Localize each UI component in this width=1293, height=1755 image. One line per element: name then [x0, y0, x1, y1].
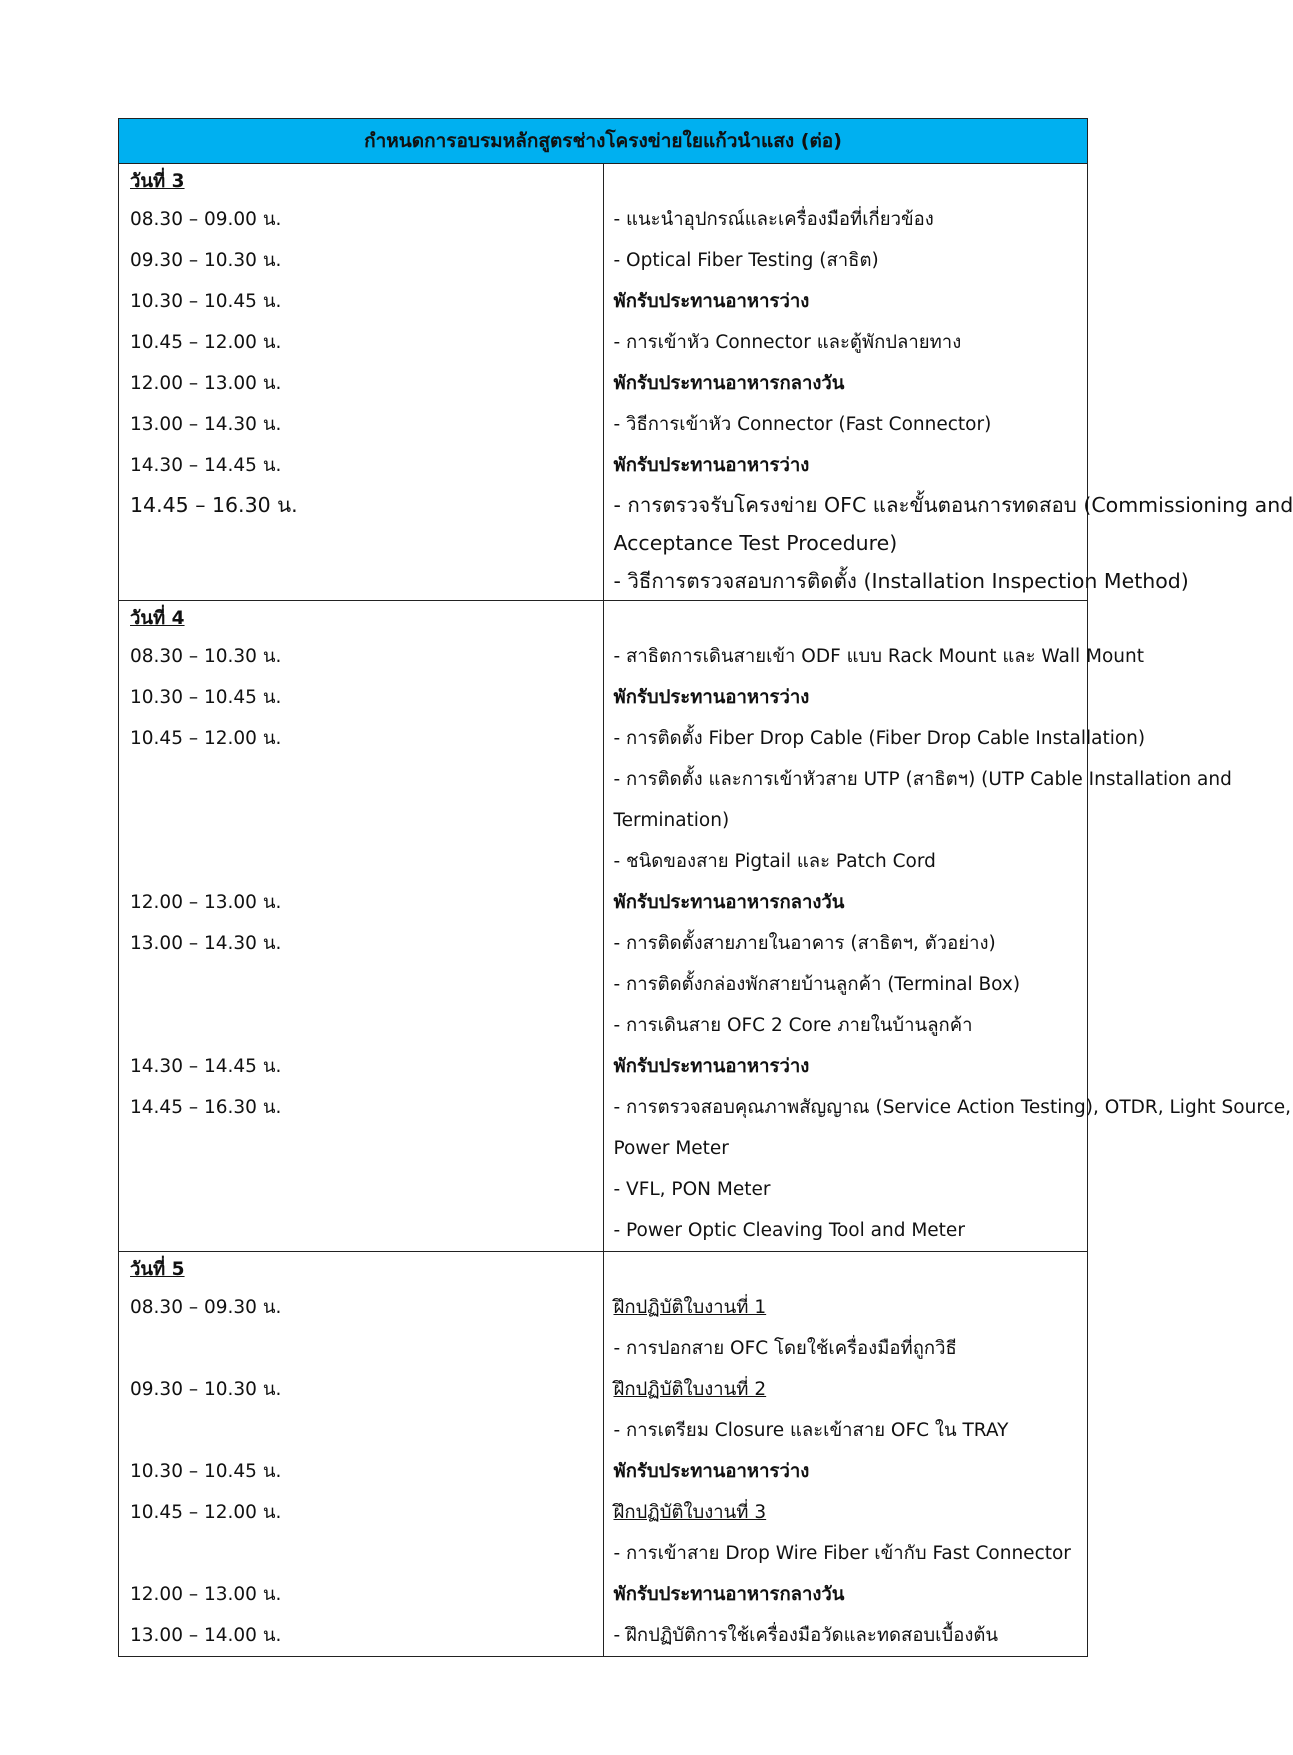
- activity-line: - การติดตั้ง Fiber Drop Cable (Fiber Drop Cable Installation): [613, 728, 1146, 749]
- time-slot: 10.30 – 10.45 น.: [130, 687, 282, 708]
- activity-line: - การติดตั้งกล่องพักสายบ้านลูกค้า (Terminal Box): [613, 974, 1021, 995]
- time-slot: 10.30 – 10.45 น.: [130, 291, 282, 312]
- day-block: [119, 1252, 1088, 1657]
- activity-line: - การเตรียม Closure และเข้าสาย OFC ใน TRAY: [613, 1420, 1009, 1441]
- day-heading-spacer: [604, 164, 1088, 199]
- break-line: พักรับประทานอาหารว่าง: [613, 455, 810, 476]
- activity-line: - การติดตั้งสายภายในอาคาร (สาธิตฯ, ตัวอย่าง): [613, 933, 996, 954]
- time-column: [119, 164, 604, 601]
- time-slot-spacer: [119, 759, 603, 800]
- time-slot: 14.45 – 16.30 น.: [130, 1097, 282, 1118]
- day-heading-spacer: [604, 1252, 1088, 1287]
- activity-line: - แนะนำอุปกรณ์และเครื่องมือที่เกี่ยวข้อง: [613, 209, 934, 230]
- day-block: [119, 164, 1088, 601]
- activity-column: [603, 601, 1291, 1252]
- activity-line: - วิธีการเข้าหัว Connector (Fast Connector): [613, 414, 992, 435]
- day-heading-spacer: [604, 601, 1088, 636]
- activity-line: - สาธิตการเดินสายเข้า ODF แบบ Rack Mount และ Wall Mount: [613, 646, 1145, 667]
- day-heading: วันที่ 3: [130, 171, 185, 192]
- break-line: พักรับประทานอาหารว่าง: [613, 291, 810, 312]
- activity-line: Acceptance Test Procedure): [613, 531, 898, 555]
- time-slot-spacer: [119, 1328, 603, 1369]
- time-slot-spacer: [119, 1410, 603, 1451]
- break-line: พักรับประทานอาหารว่าง: [613, 1461, 810, 1482]
- time-slot-spacer: [119, 1533, 603, 1574]
- time-slot-spacer: [119, 1005, 603, 1046]
- activity-line: - การตรวจรับโครงข่าย OFC และขั้นตอนการทดสอบ (Commissioning and: [613, 493, 1293, 517]
- time-slot-spacer: [119, 964, 603, 1005]
- activity-column: [603, 164, 1293, 601]
- time-slot: 13.00 – 14.30 น.: [130, 933, 282, 954]
- time-slot: 13.00 – 14.30 น.: [130, 414, 282, 435]
- table-header-row: [119, 119, 1088, 164]
- time-slot: 08.30 – 09.30 น.: [130, 1297, 282, 1318]
- activity-line: - การเข้าหัว Connector และตู้พักปลายทาง: [613, 332, 962, 353]
- time-slot: 12.00 – 13.00 น.: [130, 373, 282, 394]
- schedule-table: [118, 118, 1293, 1657]
- activity-line: - การเข้าสาย Drop Wire Fiber เข้ากับ Fast Connector: [613, 1543, 1071, 1564]
- time-slot: 13.00 – 14.00 น.: [130, 1625, 282, 1646]
- schedule-title: กำหนดการอบรมหลักสูตรช่างโครงข่ายใยแก้วนำแสง (ต่อ): [119, 119, 1088, 164]
- activity-line: Termination): [613, 810, 730, 831]
- activity-line: - Power Optic Cleaving Tool and Meter: [613, 1220, 965, 1241]
- time-slot-spacer: [119, 524, 603, 562]
- time-slot-spacer: [119, 1128, 603, 1169]
- worksheet-heading: ฝึกปฏิบัติใบงานที่ 3: [613, 1502, 767, 1523]
- activity-line: - Optical Fiber Testing (สาธิต): [613, 250, 879, 271]
- activity-line: - ชนิดของสาย Pigtail และ Patch Cord: [613, 851, 936, 872]
- time-slot: 09.30 – 10.30 น.: [130, 250, 282, 271]
- day-block: [119, 601, 1088, 1252]
- time-slot-spacer: [119, 562, 603, 600]
- time-slot: 10.45 – 12.00 น.: [130, 728, 282, 749]
- time-slot: 12.00 – 13.00 น.: [130, 892, 282, 913]
- time-slot: 08.30 – 09.00 น.: [130, 209, 282, 230]
- time-slot-spacer: [119, 1210, 603, 1251]
- time-slot: 14.30 – 14.45 น.: [130, 455, 282, 476]
- break-line: พักรับประทานอาหารว่าง: [613, 687, 810, 708]
- break-line: พักรับประทานอาหารกลางวัน: [613, 1584, 845, 1605]
- activity-line: Power Meter: [613, 1138, 729, 1159]
- break-line: พักรับประทานอาหารกลางวัน: [613, 892, 845, 913]
- time-column: [119, 1252, 604, 1657]
- time-slot-spacer: [119, 841, 603, 882]
- activity-line: - VFL, PON Meter: [613, 1179, 771, 1200]
- activity-line: - การตรวจสอบคุณภาพสัญญาณ (Service Action Testing), OTDR, Light Source,: [613, 1097, 1291, 1118]
- time-slot: 12.00 – 13.00 น.: [130, 1584, 282, 1605]
- day-heading: วันที่ 4: [130, 608, 185, 629]
- time-slot: 10.30 – 10.45 น.: [130, 1461, 282, 1482]
- day-heading: วันที่ 5: [130, 1259, 185, 1280]
- worksheet-heading: ฝึกปฏิบัติใบงานที่ 1: [613, 1297, 767, 1318]
- time-slot: 09.30 – 10.30 น.: [130, 1379, 282, 1400]
- time-slot: 14.30 – 14.45 น.: [130, 1056, 282, 1077]
- time-slot: 10.45 – 12.00 น.: [130, 1502, 282, 1523]
- activity-line: - การติดตั้ง และการเข้าหัวสาย UTP (สาธิตฯ) (UTP Cable Installation and: [613, 769, 1232, 790]
- time-slot: 10.45 – 12.00 น.: [130, 332, 282, 353]
- break-line: พักรับประทานอาหารว่าง: [613, 1056, 810, 1077]
- time-slot: 14.45 – 16.30 น.: [130, 493, 298, 517]
- activity-line: - การเดินสาย OFC 2 Core ภายในบ้านลูกค้า: [613, 1015, 973, 1036]
- activity-line: - การปอกสาย OFC โดยใช้เครื่องมือที่ถูกวิธี: [613, 1338, 957, 1359]
- activity-column: [603, 1252, 1088, 1657]
- time-slot: 08.30 – 10.30 น.: [130, 646, 282, 667]
- activity-line: - วิธีการตรวจสอบการติดตั้ง (Installation Inspection Method): [613, 569, 1189, 593]
- activity-line: - ฝึกปฏิบัติการใช้เครื่องมือวัดและทดสอบเบื้องต้น: [613, 1625, 999, 1646]
- time-column: [119, 601, 604, 1252]
- time-slot-spacer: [119, 800, 603, 841]
- break-line: พักรับประทานอาหารกลางวัน: [613, 373, 845, 394]
- time-slot-spacer: [119, 1169, 603, 1210]
- worksheet-heading: ฝึกปฏิบัติใบงานที่ 2: [613, 1379, 767, 1400]
